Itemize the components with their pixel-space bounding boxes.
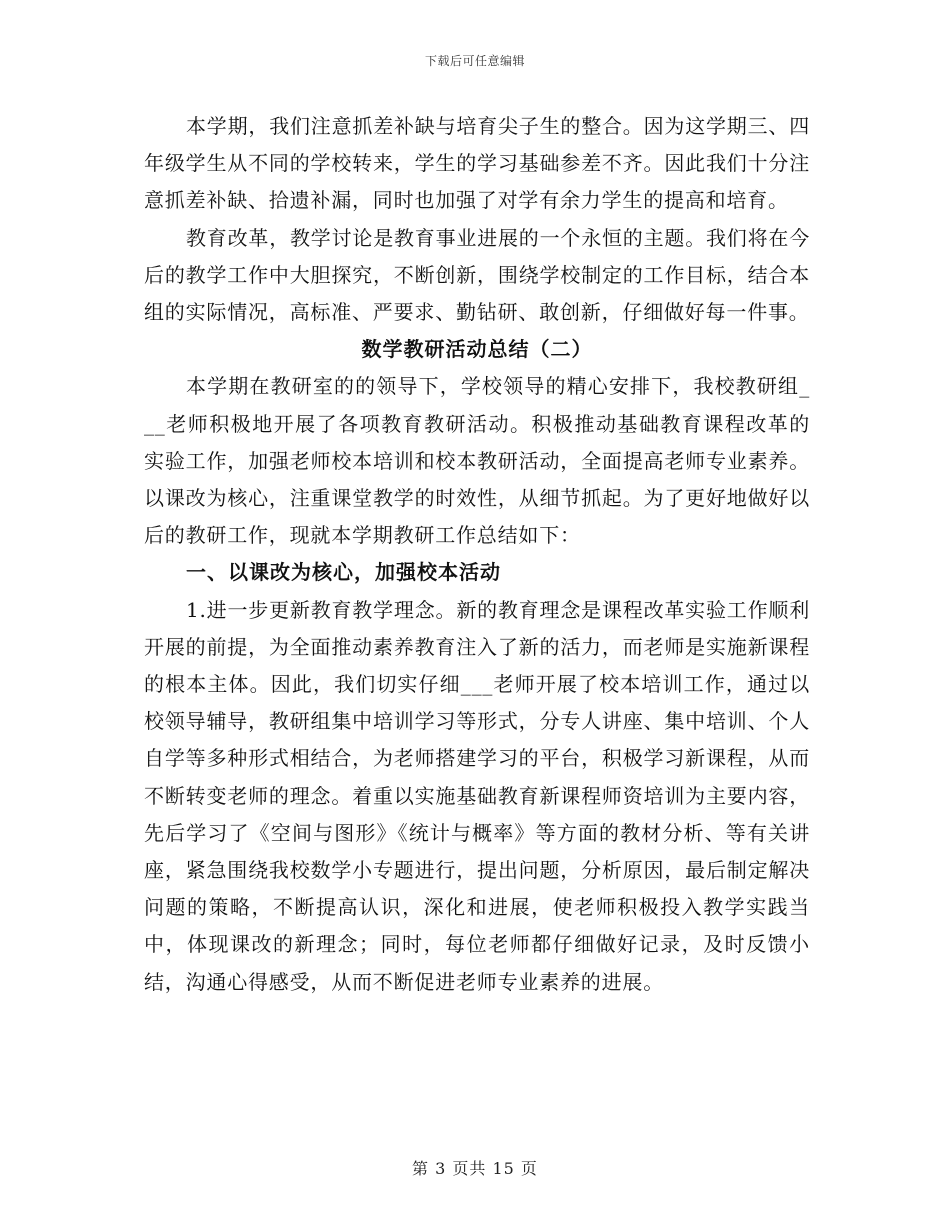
page-header: 下载后可任意编辑 — [424, 54, 525, 68]
document-body — [144, 108, 810, 1001]
page-footer: 第 3 页共 15 页 — [412, 1159, 538, 1178]
paragraph-4: 1.进一步更新教育教学理念。新的教育理念是课程改革实验工作顺利开展的前提，为全面推动素养教育注入了新的活力，而老师是实施新课程的根本主体。因此，我们切实仔细___老师开展了校本培训工作，通过以校领导辅导，教研组集中培训学习等形式，分专人讲座、集中培训、个人自学等多种形式相结合，为老师搭建学习的平台，积极学习新课程，从而不断转变老师的理念。着重以实施基础教育新课程师资培训为主要内容，先后学习了《空间与图形》《统计与概率》等方面的教材分析、等有关讲座，紧急围绕我校数学小专题进行，提出问题，分析原因，最后制定解决问题的策略，不断提高认识，深化和进展，使老师积极投入教学实践当中，体现课改的新理念；同时，每位老师都仔细做好记录，及时反馈小结，沟通心得感受，从而不断促进老师专业素养的进展。 — [144, 597, 810, 994]
paragraph-3: 本学期在教研室的的领导下，学校领导的精心安排下，我校教研组___老师积极地开展了各项教育教研活动。积极推动基础教育课程改革的实验工作，加强老师校本培训和校本教研活动，全面提高老师专业素养。以课改为核心，注重课堂教学的时效性，从细节抓起。为了更好地做好以后的教研工作，现就本学期教研工作总结如下： — [144, 374, 810, 548]
paragraph-1: 本学期，我们注意抓差补缺与培育尖子生的整合。因为这学期三、四年级学生从不同的学校转来，学生的学习基础参差不齐。因此我们十分注意抓差补缺、拾遗补漏，同时也加强了对学有余力学生的提高和培育。 — [144, 114, 810, 213]
section-title: 数学教研活动总结（二） — [361, 337, 593, 362]
section-heading-1: 一、以课改为核心，加强校本活动 — [186, 560, 501, 585]
paragraph-2: 教育改革，教学讨论是教育事业进展的一个永恒的主题。我们将在今后的教学工作中大胆探究，不断创新，围绕学校制定的工作目标，结合本组的实际情况，高标准、严要求、勤钻研、敢创新，仔细做好每一件事。 — [144, 225, 810, 325]
